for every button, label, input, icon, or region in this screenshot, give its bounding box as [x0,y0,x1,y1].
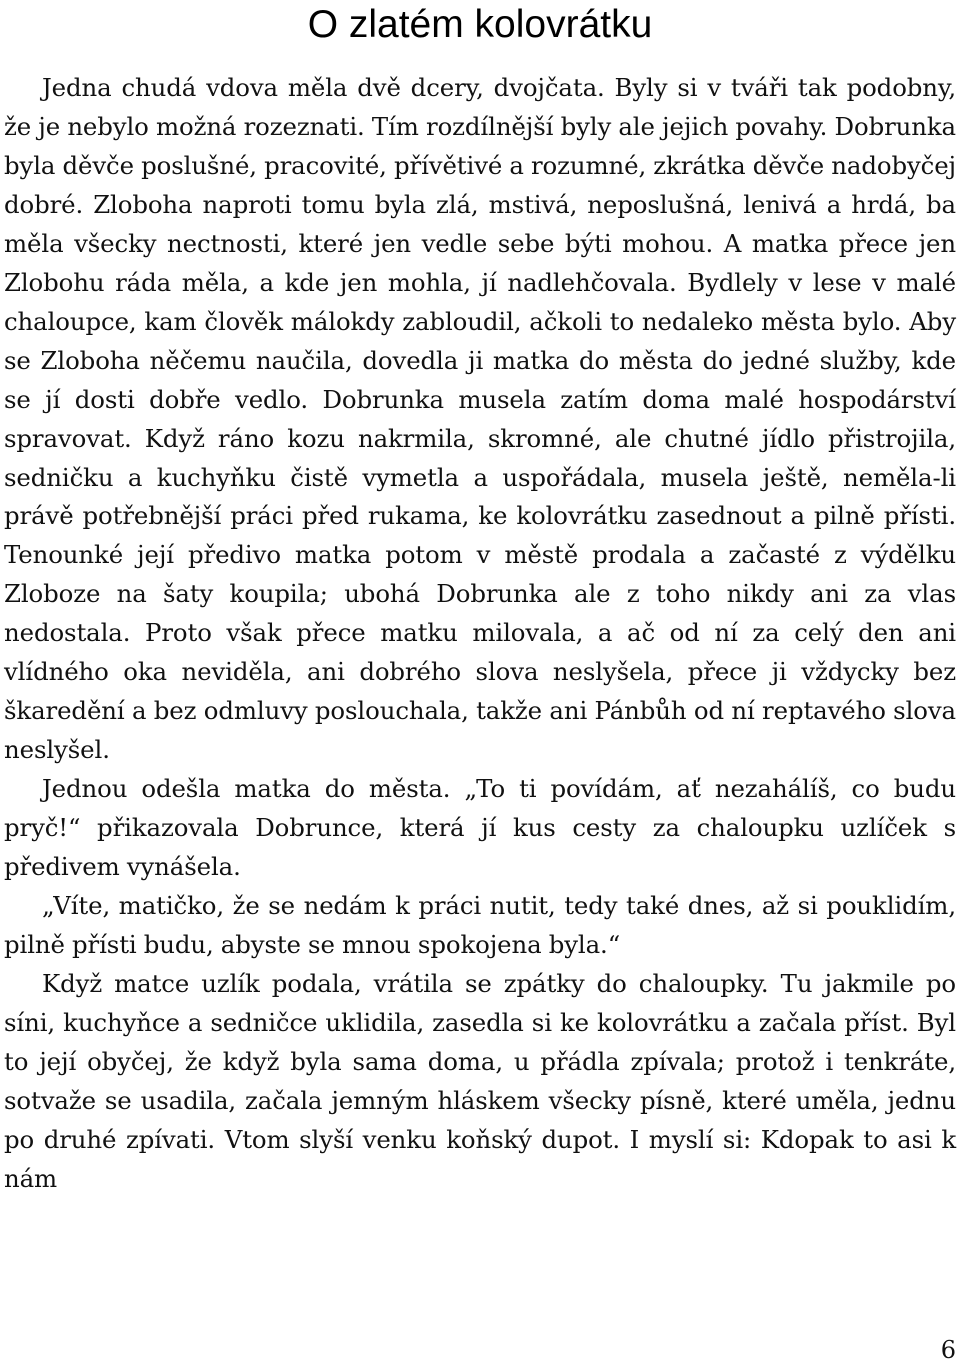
page-number: 6 [940,1336,956,1364]
paragraph: „Víte, matičko, že se nedám k práci nutit, tedy také dnes, až si pouklidím, pilně přísti budu, abyste se mnou spokojena byla.“ [4,891,956,959]
document-page [4,0,956,1199]
document-body [4,69,956,1199]
paragraph: Jedna chudá vdova měla dvě dcery, dvojčata. Byly si v tváři tak podobny, že je nebylo možná rozeznati. Tím rozdílnější byly ale jejich povahy. Dobrunka byla děvče poslušné, pracovité, přívětivé a rozumné, zkrátka děvče nadobyčej dobré. Zloboha naproti tomu byla zlá, mstivá, neposlušná, lenivá a hrdá, ba měla všecky nectnosti, které jen vedle sebe býti mohou. A matka přece jen Zlobohu ráda měla, a kde jen mohla, jí nadlehčovala. Bydlely v lese v malé chaloupce, kam člověk málokdy zabloudil, ačkoli to nedaleko města bylo. Aby se Zloboha něčemu naučila, dovedla ji matka do města do jedné služby, kde se jí dosti dobře vedlo. Dobrunka musela zatím doma malé hospodárství spravovat. Když ráno kozu nakrmila, skromné, ale chutné jídlo přistrojila, sedničku a kuchyňku čistě vymetla a uspořádala, musela ještě, neměla-li právě potřebnější práci před rukama, ke kolovrátku zasednout a pilně přísti. Tenounké její předivo matka potom v městě prodala a začasté z výdělku Zloboze na šaty koupila; ubohá Dobrunka ale z toho nikdy ani za vlas nedostala. Proto však přece matku milovala, a ač od ní za celý den ani vlídného oka neviděla, ani dobrého slova neslyšela, přece ji vždycky bez škaredění a bez odmluvy poslouchala, takže ani Pánbůh od ní reptavého slova neslyšel. [4,73,956,765]
document-title: O zlatém kolovrátku [307,3,653,46]
paragraph: Když matce uzlík podala, vrátila se zpátky do chaloupky. Tu jakmile po síni, kuchyňce a sedničce uklidila, zasedla si ke kolovrátku a začala příst. Byl to její obyčej, že když byla sama doma, u přádla zpívala; protož i tenkráte, sotvaže se usadila, začala jemným hláskem všecky písně, které uměla, jednu po druhé zpívati. Vtom slyší venku koňský dupot. I myslí si: Kdopak to asi k nám [4,968,956,1193]
paragraph: Jednou odešla matka do města. „To ti povídám, ať nezahálíš, co budu pryč!“ přikazovala Dobrunce, která jí kus cesty za chaloupku uzlíček s předivem vynášela. [4,774,956,882]
